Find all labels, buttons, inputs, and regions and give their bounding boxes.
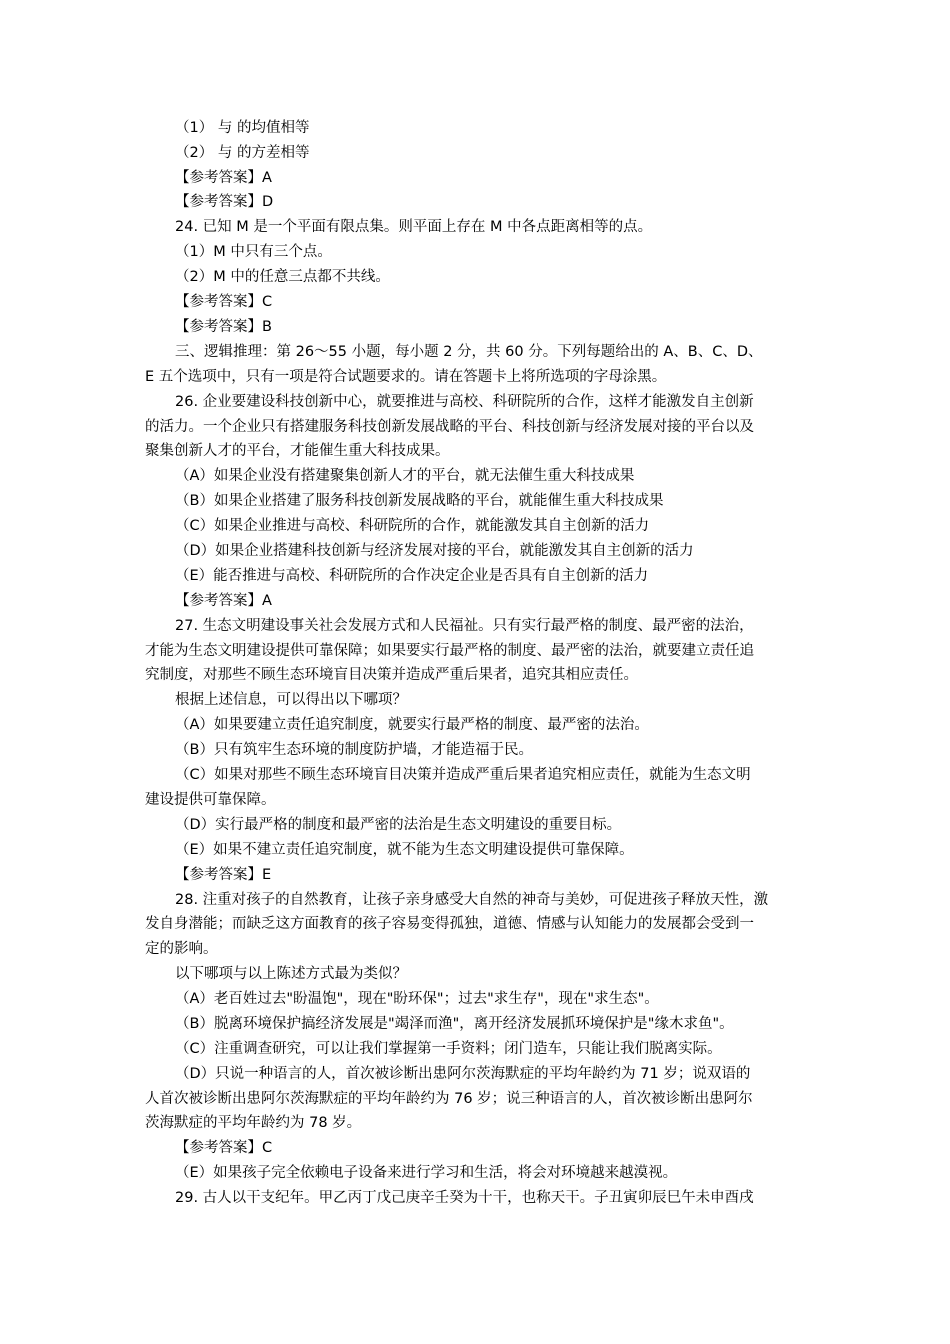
text-line: 根据上述信息，可以得出以下哪项？: [175, 692, 407, 708]
text-line: （A）如果要建立责任追究制度，就要实行最严格的制度、最严密的法治。: [175, 717, 649, 733]
text-line: （D）实行最严格的制度和最严密的法治是生态文明建设的重要目标。: [175, 817, 622, 833]
text-line: 究制度，对那些不顾生态环境盲目决策并造成严重后果者，追究其相应责任。: [145, 667, 638, 683]
text-line: 人首次被诊断出患阿尔茨海默症的平均年龄约为 76 岁；说三种语言的人，首次被诊断出患阿尔: [145, 1091, 753, 1107]
text-line: 28. 注重对孩子的自然教育，让孩子亲身感受大自然的神奇与美妙，可促进孩子释放天性，激: [175, 892, 769, 908]
text-line: （E）能否推进与高校、科研院所的合作决定企业是否具有自主创新的活力: [175, 568, 649, 584]
text-line: （1） 与 的均值相等: [175, 120, 310, 136]
text-line: 【参考答案】A: [175, 593, 272, 609]
text-line: （C）如果对那些不顾生态环境盲目决策并造成严重后果者追究相应责任，就能为生态文明: [175, 767, 751, 783]
text-line: （C）如果企业推进与高校、科研院所的合作，就能激发其自主创新的活力: [175, 518, 650, 534]
text-line: 聚集创新人才的平台，才能催生重大科技成果。: [145, 443, 450, 459]
text-line: （C）注重调查研究，可以让我们掌握第一手资料；闭门造车，只能让我们脱离实际。: [175, 1041, 722, 1057]
text-line: 【参考答案】B: [175, 319, 272, 335]
text-line: E 五个选项中，只有一项是符合试题要求的。请在答题卡上将所选项的字母涂黑。: [145, 369, 667, 385]
text-line: （A）如果企业没有搭建聚集创新人才的平台，就无法催生重大科技成果: [175, 468, 635, 484]
text-line: 【参考答案】D: [175, 194, 274, 210]
text-line: 【参考答案】C: [175, 1140, 273, 1156]
text-line: 三、逻辑推理：第 26～55 小题，每小题 2 分，共 60 分。下列每题给出的 A、B、C、D、: [175, 344, 763, 360]
text-line: 26. 企业要建设科技创新中心，就要推进与高校、科研院所的合作，这样才能激发自主创新: [175, 394, 754, 410]
text-line: 【参考答案】E: [175, 867, 272, 883]
text-line: （B）脱离环境保护搞经济发展是"竭泽而渔"，离开经济发展抓环境保护是"缘木求鱼"。: [175, 1016, 734, 1032]
text-line: 29. 古人以干支纪年。甲乙丙丁戊己庚辛壬癸为十干，也称天干。子丑寅卯辰巳午未申酉戌: [175, 1190, 754, 1206]
text-line: （A）老百姓过去"盼温饱"，现在"盼环保"；过去"求生存"，现在"求生态"。: [175, 991, 659, 1007]
text-line: （D）如果企业搭建科技创新与经济发展对接的平台，就能激发其自主创新的活力: [175, 543, 694, 559]
text-line: 的活力。一个企业只有搭建服务科技创新发展战略的平台、科技创新与经济发展对接的平台以及: [145, 419, 754, 435]
text-line: 以下哪项与以上陈述方式最为类似？: [175, 966, 407, 982]
text-line: （D）只说一种语言的人，首次被诊断出患阿尔茨海默症的平均年龄约为 71 岁；说双语的: [175, 1066, 751, 1082]
text-line: 【参考答案】C: [175, 294, 273, 310]
text-line: 27. 生态文明建设事关社会发展方式和人民福祉。只有实行最严格的制度、最严密的法治，: [175, 618, 754, 634]
text-line: 建设提供可靠保障。: [145, 792, 276, 808]
text-line: 【参考答案】A: [175, 170, 272, 186]
text-line: （2）M 中的任意三点都不共线。: [175, 269, 390, 285]
text-line: （B）只有筑牢生态环境的制度防护墙，才能造福于民。: [175, 742, 533, 758]
text-line: （E）如果孩子完全依赖电子设备来进行学习和生活，将会对环境越来越漠视。: [175, 1165, 678, 1181]
text-line: 发自身潜能；而缺乏这方面教育的孩子容易变得孤独，道德、情感与认知能力的发展都会受到一: [145, 916, 754, 932]
text-line: 24. 已知 M 是一个平面有限点集。则平面上存在 M 中各点距离相等的点。: [175, 219, 653, 235]
text-line: 才能为生态文明建设提供可靠保障；如果要实行最严格的制度、最严密的法治，就要建立责任追: [145, 643, 754, 659]
text-line: （2） 与 的方差相等: [175, 145, 310, 161]
text-line: （E）如果不建立责任追究制度，就不能为生态文明建设提供可靠保障。: [175, 842, 634, 858]
text-line: （B）如果企业搭建了服务科技创新发展战略的平台，就能催生重大科技成果: [175, 493, 664, 509]
text-line: 茨海默症的平均年龄约为 78 岁。: [145, 1115, 362, 1131]
text-line: （1）M 中只有三个点。: [175, 244, 332, 260]
text-line: 定的影响。: [145, 941, 218, 957]
